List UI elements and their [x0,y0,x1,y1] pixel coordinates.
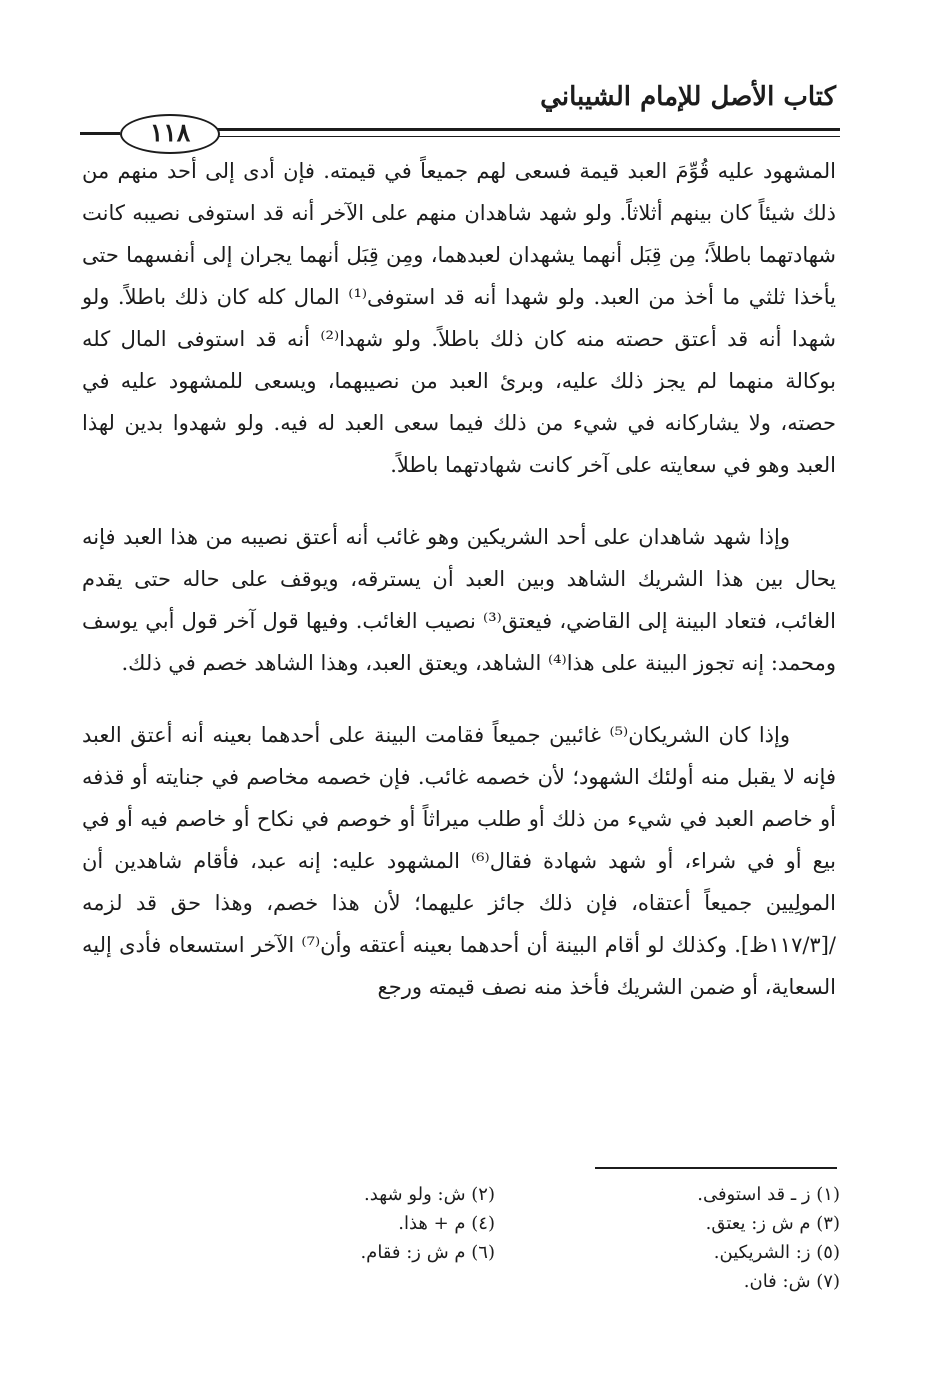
page-header [80,70,840,160]
footnote-separator [595,1167,837,1169]
footnotes [150,1180,840,1296]
footnote: (١) ز ـ قد استوفى. [697,1184,840,1205]
paragraph: المشهود عليه قُوِّمَ العبد قيمة فسعى لهم جميعاً في قيمته. فإن أدى إلى أحد منهم من ذلك شيئاً كان بينهم أثلاثاً. ولو شهد شاهدان منهم على الآخر أنه قد استوفى نصيبه كانت شهادتهما باطلاً؛ مِن قِبَل أنهما يشهدان لعبدهما، ومِن قِبَل أنهما يجران إلى أنفسهما حتى يأخذا ثلثي ما أخذ من العبد. ولو شهدا أنه قد استوفى⁽¹⁾ المال كله كان ذلك باطلاً. ولو شهدا أنه قد أعتق حصته منه كان ذلك باطلاً. ولو شهدا⁽²⁾ أنه قد استوفى المال كله بوكالة منهما لم يجز ذلك عليه، وبرئ العبد من نصيبهما، ويسعى للمشهود عليه في حصته، ولا يشاركانه في شيء من ذلك فيما سعى العبد له فيه. ولو شهدوا بدين لهذا العبد وهو في سعايته على آخر كانت شهادتهما باطلاً. [82,159,836,477]
page-number: ١١٨ [120,114,220,154]
header-rule-tail [80,132,120,135]
header-rule [170,128,840,137]
footnote: (٧) ش: فان. [743,1271,840,1292]
paragraph: وإذا كان الشريكان⁽⁵⁾ غائبين جميعاً فقامت البينة على أحدهما بعينه أنه أعتق العبد فإنه لا يقبل منه أولئك الشهود؛ لأن خصمه غائب. فإن خصمه مخاصم في جنايته أو قذفه أو خاصم العبد في شيء من ذلك أو طلب ميراثاً أو خوصم في نكاح أو خاصم فيه أو في بيع أو في شراء، أو شهد شهادة فقال⁽⁶⁾ المشهود عليه: إنه عبد، فأقام شاهدين أن المولِيين جميعاً أعتقاه، فإن ذلك جائز عليهما؛ لأن هذا خصم، وهذا حق قد لزمه /[١١٧/٣ظ]. وكذلك لو أقام البينة أن أحدهما بعينه أعتقه وأن⁽⁷⁾ الآخر استسعاه فأدى إليه السعاية، أو ضمن الشريك فأخذ منه نصف قيمته ورجع [82,723,836,999]
footnote: (٤) م + هذا. [398,1213,495,1234]
paragraph: وإذا شهد شاهدان على أحد الشريكين وهو غائب أنه أعتق نصيبه من هذا العبد فإنه يحال بين هذا الشريك الشاهد وبين العبد أن يسترقه، ويوقف على حاله حتى يقدم الغائب، فتعاد البينة إلى القاضي، فيعتق⁽³⁾ نصيب الغائب. وفيها قول آخر قول أبي يوسف ومحمد: إنه تجوز البينة على هذا⁽⁴⁾ الشاهد، ويعتق العبد، وهذا الشاهد خصم في ذلك. [82,525,836,675]
footnote: (٣) م ش ز: يعتق. [705,1213,840,1234]
main-text [82,150,836,1008]
footnote: (٢) ش: ولو شهد. [364,1184,495,1205]
book-title: كتاب الأصل للإمام الشيباني [540,82,836,112]
footnote: (٥) ز: الشريكين. [713,1242,840,1263]
footnote: (٦) م ش ز: فقام. [360,1242,495,1263]
